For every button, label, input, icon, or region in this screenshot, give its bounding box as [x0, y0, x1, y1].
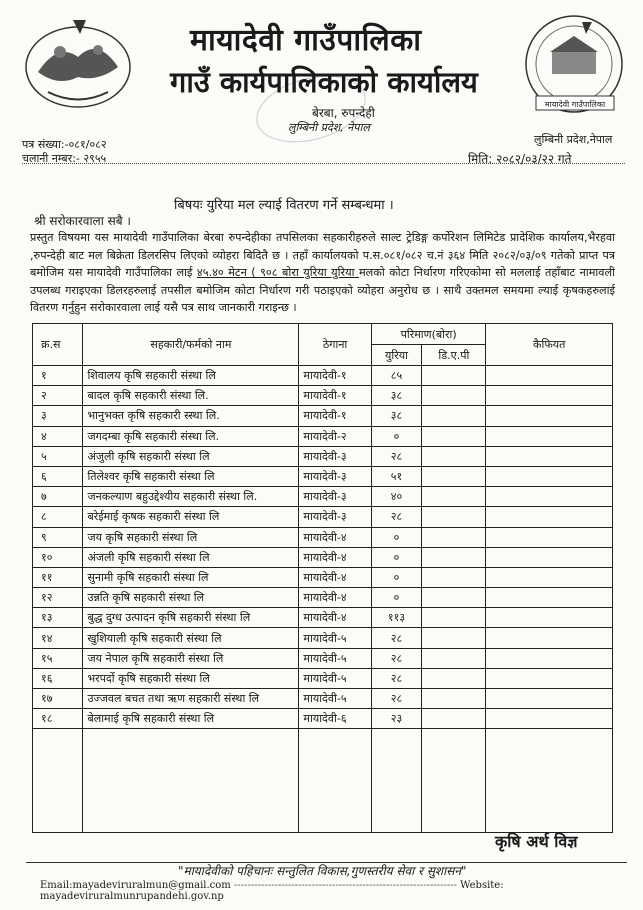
row-address: मायादेवी-३: [299, 507, 371, 527]
row-sn: १२: [33, 588, 83, 608]
footer-contact: [40, 880, 625, 902]
row-dap: [422, 487, 486, 507]
row-sn: १: [33, 366, 83, 386]
row-sn: १८: [33, 709, 83, 729]
table-row: [33, 426, 613, 446]
empty-cell: [83, 729, 299, 833]
row-name: तिलेश्वर कृषि सहकारी संस्था लि: [83, 466, 299, 486]
right-location: लुम्बिनी प्रदेश,नेपाल: [534, 133, 613, 146]
row-sn: २: [33, 386, 83, 406]
row-address: मायादेवी-५: [299, 628, 371, 648]
row-address: मायादेवी-३: [299, 446, 371, 466]
body-part-1: प्रस्तुत विषयमा यस मायादेवी गाउँपालिका बेरबा रुपन्देहीका तपसिलका सहकारीहरुले साल्ट ट्रेडिङ्ग कर्पोरेशन लिमिटेड प्रादेशिक कार्यालय,भैरहवा ,रुपन्देही बाट मल बिक्रेता डिलरसिप लिएको व्योहरा बिदितै छ । तहाँ कार्यालयको प.स.०८१/०८२ च.नं ३६४ मिति २०८२/०३/०९ गतेको प्राप्त पत्र बमोजिम यस मायादेवी गाउँपालिका लाई: [30, 231, 615, 279]
row-remarks: [486, 709, 613, 729]
row-dap: [422, 366, 486, 386]
row-remarks: [486, 527, 613, 547]
row-address: मायादेवी-३: [299, 466, 371, 486]
row-sn: ४: [33, 426, 83, 446]
table-row: [33, 547, 613, 567]
row-remarks: [486, 406, 613, 426]
row-address: मायादेवी-४: [299, 608, 371, 628]
row-remarks: [486, 386, 613, 406]
letter-body: [30, 229, 615, 317]
row-dap: [422, 406, 486, 426]
title-office: गाउँ कार्यपालिकाको कार्यालय: [170, 65, 478, 99]
row-remarks: [486, 507, 613, 527]
row-sn: ९: [33, 527, 83, 547]
row-name: सुनामी कृषि सहकारी संस्था लि: [83, 567, 299, 587]
row-remarks: [486, 426, 613, 446]
row-address: मायादेवी-५: [299, 689, 371, 709]
table-row: [33, 628, 613, 648]
header-remarks: कैफियत: [486, 324, 613, 366]
row-dap: [422, 689, 486, 709]
row-name: जय कृषि सहकारी संस्था लि: [83, 527, 299, 547]
signature: कृषि अर्थ विज्ञ: [495, 832, 578, 851]
row-address: मायादेवी-५: [299, 648, 371, 668]
row-dap: [422, 709, 486, 729]
row-name: अंजली कृषि सहकारी संस्था लि: [83, 547, 299, 567]
row-address: मायादेवी-१: [299, 366, 371, 386]
header-quantity: परिमाण(बोरा): [371, 324, 486, 345]
row-name: जनकल्याण बहुउद्देश्यीय सहकारी संस्था लि.: [83, 487, 299, 507]
row-urea: ०: [371, 567, 421, 587]
row-urea: ५१: [371, 466, 421, 486]
table-row: [33, 648, 613, 668]
header-name: सहकारी/फर्मको नाम: [83, 324, 299, 366]
row-name: अंजुली कृषि सहकारी संस्था लि: [83, 446, 299, 466]
table-row: [33, 608, 613, 628]
row-urea: ०: [371, 588, 421, 608]
salutation: श्री सरोकारवाला सबै ।: [34, 214, 131, 228]
reference-number: पत्र संख्या:-०८१/०८२: [22, 138, 107, 151]
row-dap: [422, 648, 486, 668]
row-sn: ६: [33, 466, 83, 486]
svg-text:मायादेवी गाउँपालिका: मायादेवी गाउँपालिका: [544, 100, 606, 109]
row-address: मायादेवी-२: [299, 426, 371, 446]
row-dap: [422, 507, 486, 527]
nepal-emblem-icon: [18, 12, 138, 112]
dispatch-number: चलानी नम्बर:- २९५५: [22, 152, 107, 165]
row-name: उन्नति कृषि सहकारी संस्था लि: [83, 588, 299, 608]
table-body: [33, 366, 613, 833]
row-name: बरेईमाई कृषक सहकारी संस्था लि: [83, 507, 299, 527]
row-address: मायादेवी-६: [299, 709, 371, 729]
row-urea: २८: [371, 446, 421, 466]
row-urea: ०: [371, 527, 421, 547]
table-row: [33, 507, 613, 527]
row-urea: २८: [371, 628, 421, 648]
header-dap: डि.ए.पी: [422, 345, 486, 366]
row-name: भानुभक्त कृषि सहकारी स्स्था लि.: [83, 406, 299, 426]
row-remarks: [486, 466, 613, 486]
row-sn: ११: [33, 567, 83, 587]
table-row: [33, 366, 613, 386]
row-sn: ७: [33, 487, 83, 507]
header-sn: क्र.स: [33, 324, 83, 366]
row-sn: १०: [33, 547, 83, 567]
footer-email: Email:mayadeviruralmun@gmail.com: [40, 880, 231, 891]
letter-subject: बिषयः युरिया मल ल्याई वितरण गर्ने सम्बन्धमा ।: [174, 198, 394, 213]
row-remarks: [486, 648, 613, 668]
row-dap: [422, 628, 486, 648]
row-dap: [422, 466, 486, 486]
row-urea: ३८: [371, 406, 421, 426]
row-urea: ०: [371, 547, 421, 567]
row-urea: २८: [371, 689, 421, 709]
row-name: शिवालय कृषि सहकारी संस्था लि: [83, 366, 299, 386]
row-sn: ८: [33, 507, 83, 527]
row-name: बेलामाई कृषि सहकारी संस्था लि: [83, 709, 299, 729]
row-remarks: [486, 608, 613, 628]
row-urea: २८: [371, 507, 421, 527]
row-remarks: [486, 668, 613, 688]
row-urea: ०: [371, 426, 421, 446]
row-sn: १४: [33, 628, 83, 648]
row-name: खुशियाली कृषि सहकारी संस्था लि: [83, 628, 299, 648]
empty-cell: [371, 729, 421, 833]
table-row: [33, 668, 613, 688]
footer-motto: "मायादेवीको पहिचानः सन्तुलित विकास,गुणस्तरीय सेवा र सुशासन": [178, 864, 467, 878]
title-municipality: मायादेवी गाउँपालिका: [190, 23, 422, 58]
table-row: [33, 567, 613, 587]
table-row: [33, 386, 613, 406]
table-row: [33, 466, 613, 486]
table-row: [33, 588, 613, 608]
table-row: [33, 406, 613, 426]
row-remarks: [486, 567, 613, 587]
row-dap: [422, 426, 486, 446]
row-dap: [422, 547, 486, 567]
row-name: जय नेपाल कृषि सहकारी संस्था लि: [83, 648, 299, 668]
row-address: मायादेवी-१: [299, 406, 371, 426]
row-urea: ११३: [371, 608, 421, 628]
empty-cell: [486, 729, 613, 833]
municipality-logo-icon: [522, 12, 627, 124]
table-row: [33, 527, 613, 547]
row-dap: [422, 527, 486, 547]
allocation-table: [32, 323, 613, 833]
row-urea: २८: [371, 668, 421, 688]
table-row: [33, 709, 613, 729]
empty-cell: [299, 729, 371, 833]
address-district: बेरबा, रुपन्देही: [312, 106, 375, 120]
row-remarks: [486, 628, 613, 648]
row-remarks: [486, 446, 613, 466]
body-quota-underlined: ४५.४० मेटन ( ९०८ बोरा युरिया युरिया: [196, 266, 359, 279]
row-address: मायादेवी-४: [299, 547, 371, 567]
row-urea: २८: [371, 648, 421, 668]
header-address: ठेगाना: [299, 324, 371, 366]
row-address: मायादेवी-३: [299, 487, 371, 507]
row-name: जगदम्बा कृषि सहकारी संस्था लि.: [83, 426, 299, 446]
letter-date: मिति: २०८२/०३/२२ गते: [468, 152, 572, 166]
row-remarks: [486, 547, 613, 567]
header-urea: युरिया: [371, 345, 421, 366]
table-row: [33, 487, 613, 507]
table-row: [33, 446, 613, 466]
row-sn: १३: [33, 608, 83, 628]
footer-website: Website: mayadeviruralmunrupandehi.gov.np: [40, 880, 504, 902]
row-address: मायादेवी-१: [299, 386, 371, 406]
row-name: भरपर्दो कृषि सहकारी संस्था लि: [83, 668, 299, 688]
empty-cell: [422, 729, 486, 833]
table-row-empty: [33, 729, 613, 833]
row-urea: ३८: [371, 386, 421, 406]
row-urea: २३: [371, 709, 421, 729]
row-dap: [422, 386, 486, 406]
row-address: मायादेवी-४: [299, 567, 371, 587]
footer-dashes: ------------------------------------------------------------------: [233, 880, 461, 891]
row-sn: १६: [33, 668, 83, 688]
row-dap: [422, 668, 486, 688]
row-urea: ८५: [371, 366, 421, 386]
row-sn: ५: [33, 446, 83, 466]
row-dap: [422, 567, 486, 587]
row-sn: ३: [33, 406, 83, 426]
row-remarks: [486, 487, 613, 507]
header-divider: [22, 163, 625, 164]
row-remarks: [486, 689, 613, 709]
row-remarks: [486, 366, 613, 386]
empty-cell: [33, 729, 83, 833]
row-dap: [422, 588, 486, 608]
row-address: मायादेवी-४: [299, 588, 371, 608]
row-urea: ४०: [371, 487, 421, 507]
row-remarks: [486, 588, 613, 608]
body-part-2: मलको कोटा निर्धारण गरिएकोमा सो मललाई तहाँबाट नामावली उपलब्ध गराइएका डिलरहरुलाई तपसील बमोजिम कोटा निर्धारण गरी पठाइएको व्योहरा अनुरोध छ । साथै उक्तमल समयमा ल्याई कृषकहरुलाई वितरण गर्नुहुन सरोकारवाला लाई यसै पत्र साथ जानकारी गराइन्छ ।: [30, 266, 615, 314]
row-address: मायादेवी-४: [299, 527, 371, 547]
table-row: [33, 689, 613, 709]
row-address: मायादेवी-५: [299, 668, 371, 688]
row-sn: १५: [33, 648, 83, 668]
row-dap: [422, 608, 486, 628]
row-name: उज्जवल बचत तथा ऋण सहकारी संस्था लि: [83, 689, 299, 709]
row-sn: १७: [33, 689, 83, 709]
row-dap: [422, 446, 486, 466]
address-province: लुम्बिनी प्रदेश, नेपाल: [288, 121, 370, 134]
row-name: बुद्ध दुग्ध उत्पादन कृषि सहकारी संस्था लि: [83, 608, 299, 628]
row-name: बादल कृषि सहकारी संस्था लि.: [83, 386, 299, 406]
